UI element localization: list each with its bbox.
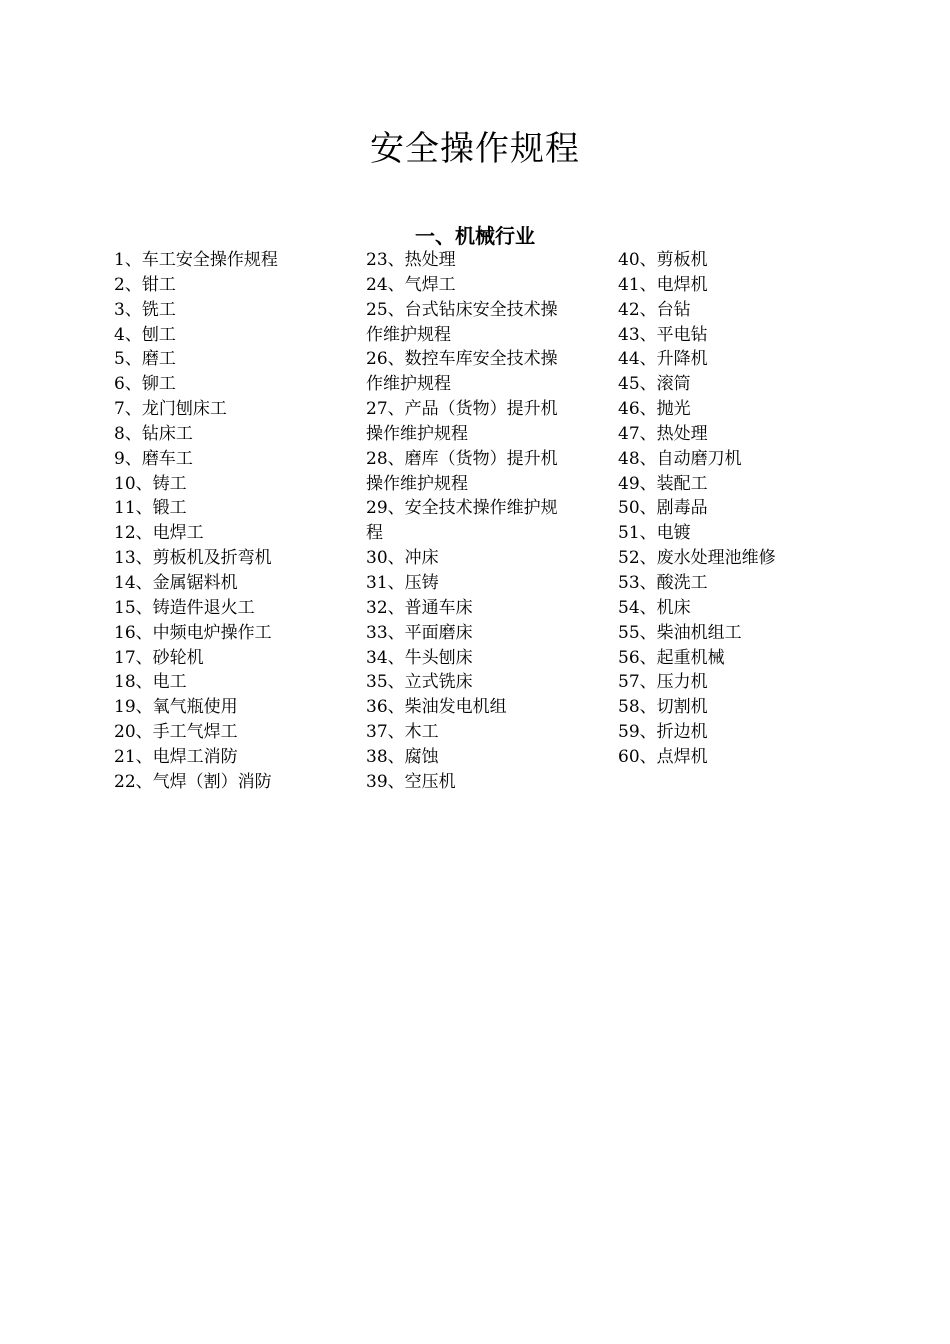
toc-entry: 45、滚筒	[618, 374, 691, 395]
toc-entry: 53、酸洗工	[618, 572, 708, 593]
section-heading: 一、机械行业	[415, 224, 535, 248]
toc-column-1	[114, 248, 354, 795]
toc-entry: 4、刨工	[114, 324, 176, 345]
toc-entry: 41、电焊机	[618, 274, 708, 295]
toc-entry: 操作维护规程	[366, 473, 468, 494]
toc-entry: 56、起重机械	[618, 647, 725, 668]
toc-entry: 49、装配工	[618, 473, 708, 494]
toc-entry: 22、气焊（割）消防	[114, 771, 272, 792]
toc-entry: 59、折边机	[618, 722, 708, 743]
toc-entry: 1、车工安全操作规程	[114, 250, 278, 270]
toc-entry: 11、锻工	[114, 498, 187, 519]
toc-entry: 25、台式钻床安全技术操	[366, 299, 558, 320]
toc-entry: 27、产品（货物）提升机	[366, 399, 558, 420]
toc-entry: 50、剧毒品	[618, 498, 708, 519]
toc-entry: 程	[366, 523, 383, 544]
toc-entry: 52、废水处理池维修	[618, 548, 776, 569]
toc-entry: 12、电焊工	[114, 523, 204, 544]
toc-entry: 2、钳工	[114, 274, 176, 295]
toc-entry: 21、电焊工消防	[114, 746, 238, 767]
toc-entry: 8、钻床工	[114, 423, 193, 444]
toc-entry: 51、电镀	[618, 523, 691, 544]
toc-entry: 10、铸工	[114, 473, 187, 494]
toc-entry: 42、台钻	[618, 299, 691, 320]
toc-entry: 7、龙门刨床工	[114, 399, 227, 420]
toc-entry: 9、磨车工	[114, 448, 193, 469]
toc-entry: 58、切割机	[618, 697, 708, 718]
toc-entry: 29、安全技术操作维护规	[366, 498, 558, 519]
toc-entry: 48、自动磨刀机	[618, 448, 742, 469]
toc-entry: 37、木工	[366, 722, 439, 743]
toc-entry: 32、普通车床	[366, 597, 473, 618]
toc-entry: 38、腐蚀	[366, 746, 439, 767]
toc-entry: 15、铸造件退火工	[114, 597, 255, 618]
page-title: 安全操作规程	[370, 129, 580, 169]
toc-entry: 46、抛光	[618, 399, 691, 420]
toc-entry: 19、氧气瓶使用	[114, 697, 238, 718]
toc-entry: 55、柴油机组工	[618, 622, 742, 643]
toc-entry: 作维护规程	[366, 374, 451, 395]
toc-entry: 54、机床	[618, 597, 691, 618]
toc-entry: 26、数控车库安全技术操	[366, 349, 558, 370]
toc-entry: 操作维护规程	[366, 423, 468, 444]
toc-entry: 31、压铸	[366, 572, 439, 593]
toc-entry: 57、压力机	[618, 672, 708, 693]
toc-entry: 60、点焊机	[618, 746, 708, 767]
toc-entry: 5、磨工	[114, 349, 176, 370]
toc-entry: 44、升降机	[618, 349, 708, 370]
toc-entry: 28、磨库（货物）提升机	[366, 448, 558, 469]
toc-entry: 39、空压机	[366, 771, 456, 792]
toc-entry: 作维护规程	[366, 324, 451, 345]
toc-entry: 18、电工	[114, 672, 187, 693]
toc-entry: 23、热处理	[366, 250, 456, 270]
toc-entry: 43、平电钻	[618, 324, 708, 345]
toc-entry: 6、铆工	[114, 374, 176, 395]
toc-entry: 36、柴油发电机组	[366, 697, 507, 718]
toc-entry: 20、手工气焊工	[114, 722, 238, 743]
toc-column-2	[366, 248, 606, 795]
toc-column-3	[618, 248, 858, 770]
toc-entry: 17、砂轮机	[114, 647, 204, 668]
toc-entry: 33、平面磨床	[366, 622, 473, 643]
toc-entry: 40、剪板机	[618, 250, 708, 270]
toc-entry: 30、冲床	[366, 548, 439, 569]
toc-entry: 14、金属锯料机	[114, 572, 238, 593]
toc-entry: 3、铣工	[114, 299, 176, 320]
toc-entry: 16、中频电炉操作工	[114, 622, 272, 643]
toc-entry: 34、牛头刨床	[366, 647, 473, 668]
toc-entry: 47、热处理	[618, 423, 708, 444]
toc-entry: 24、气焊工	[366, 274, 456, 295]
toc-entry: 13、剪板机及折弯机	[114, 548, 272, 569]
toc-entry: 35、立式铣床	[366, 672, 473, 693]
